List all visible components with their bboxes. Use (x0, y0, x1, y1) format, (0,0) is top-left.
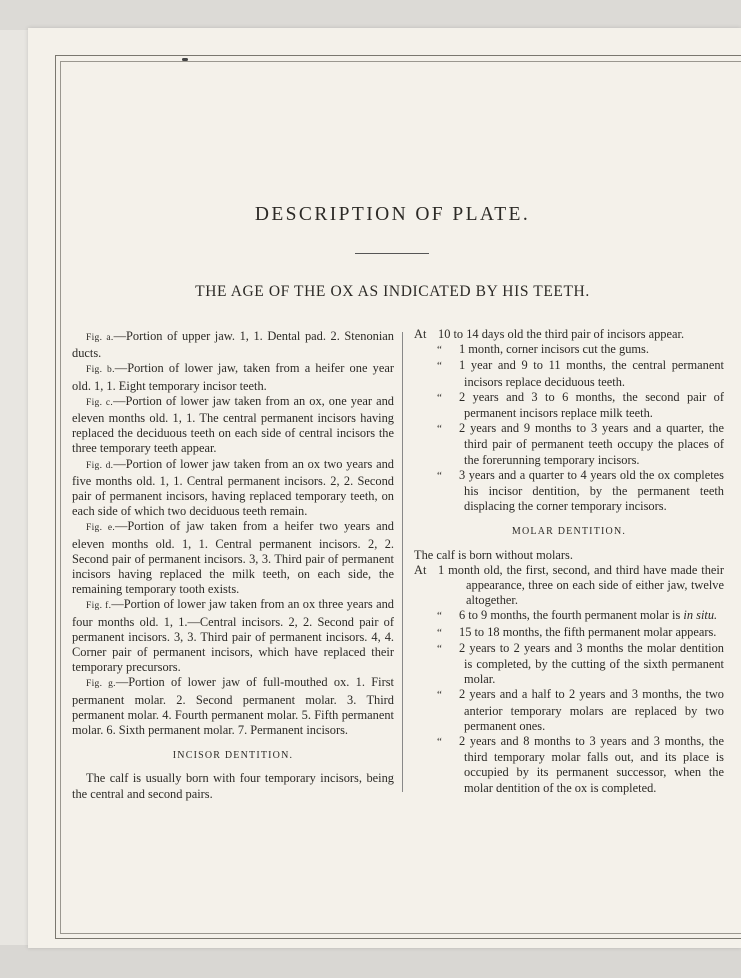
molar-intro: The calf is born without molars. (414, 547, 573, 562)
molar-heading: MOLAR DENTITION. (511, 526, 627, 538)
incisor-entry: “ 1 month, corner incisors cut the gums. (437, 342, 649, 357)
background-bottom (0, 945, 741, 978)
molar-entry: At 1 month old, the first, second, and third have made their appearance, three on each side of either jaw, twelve altogether. (414, 562, 724, 608)
incisor-entry: At 10 to 14 days old the third pair of incisors appear. (414, 327, 685, 341)
figure-caption: Fig. a.—Portion of upper jaw. 1, 1. Dental pad. 2. Stenonian ducts. (72, 329, 394, 361)
figure-caption: Fig. c.—Portion of lower jaw taken from an ox, one year and eleven months old. 1, 1. The central permanent incisors having replaced the deciduous teeth on each side of central incisors the three temporary teeth appear. (72, 393, 394, 456)
column-divider (402, 332, 403, 792)
title-rule (355, 253, 429, 254)
page-title: DESCRIPTION OF PLATE. (254, 204, 531, 225)
figure-caption: Fig. d.—Portion of lower jaw taken from an ox two years and five months old. 1, 1. Central permanent incisors. 2, 2. Second pair of permanent incisors, having replaced temporary teeth, on each side of which two deciduous teeth remain. (72, 456, 394, 519)
molar-entry: “ 2 years and a half to 2 years and 3 months, the two anterior temporary molars are replaced by two permanent ones. (437, 687, 724, 733)
page-subtitle: THE AGE OF THE OX AS INDICATED BY HIS TEETH. (195, 283, 590, 300)
incisor-text: The calf is usually born with four temporary incisors, being the central and second pairs. (72, 771, 394, 801)
incisor-entry: “ 2 years and 3 to 6 months, the second pair of permanent incisors replace milk teeth. (437, 389, 724, 421)
figure-caption: Fig. b.—Portion of lower jaw, taken from a heifer one year old. 1, 1. Eight temporary incisor teeth. (72, 361, 394, 393)
ink-mark (182, 58, 188, 61)
molar-entry: “ 2 years to 2 years and 3 months the molar dentition is completed, by the cutting of the sixth permanent molar. (437, 640, 724, 687)
incisor-heading: INCISOR DENTITION. (172, 750, 294, 762)
left-column (72, 329, 394, 802)
figure-caption: Fig. f.—Portion of lower jaw taken from an ox three years and four months old. 1, 1.—Central incisors. 2, 2. Second pair of permanent incisors. 3, 3. Third pair of permanent incisors. 4, 4. Corner pair of permanent incisors, which have replaced their temporary precursors. (72, 597, 395, 675)
figure-caption: Fig. e.—Portion of jaw taken from a heifer two years and eleven months old. 1, 1. Central permanent incisors. 2, 2. Second pair of permanent incisors. 3, 3. Third pair of permanent incisors having replaced the milk teeth, on each side, the remaining temporary tooth exists. (72, 519, 394, 597)
background-top (0, 0, 741, 30)
incisor-entry: “ 2 years and 9 months to 3 years and a quarter, the third pair of permanent teeth occupy the places of the forerunning temporary incisors. (437, 421, 724, 467)
incisor-entry: “ 1 year and 9 to 11 months, the central permanent incisors replace deciduous teeth. (437, 358, 724, 389)
molar-entry: “ 15 to 18 months, the fifth permanent molar appears. (437, 624, 717, 639)
molar-entry: “ 6 to 9 months, the fourth permanent molar is in situ. (437, 608, 718, 623)
molar-entry: “ 2 years and 8 months to 3 years and 3 months, the third temporary molar falls out, and its place is occupied by its permanent successor, when the molar dentition of the ox is completed. (437, 734, 724, 795)
figure-caption: Fig. g.—Portion of lower jaw of full-mouthed ox. 1. First permanent molar. 2. Second permanent molar. 3. Third permanent molar. 4. Fourth permanent molar. 5. Fifth permanent molar. 6. Sixth permanent molar. 7. Permanent incisors. (72, 675, 394, 738)
right-column (414, 327, 724, 796)
incisor-entry: “ 3 years and a quarter to 4 years old the ox completes his incisor dentition, by the permanent teeth displacing the corner temporary incisors. (437, 467, 724, 514)
